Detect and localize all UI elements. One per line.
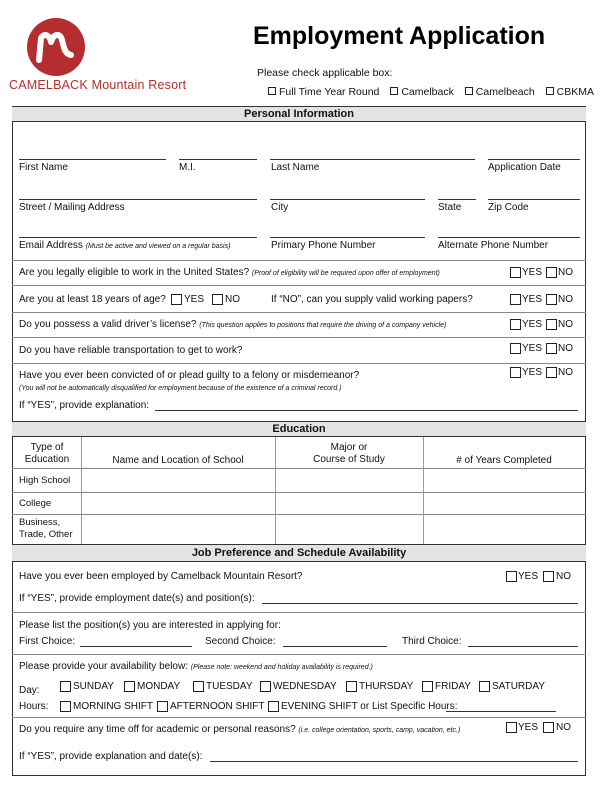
transport-no-checkbox[interactable] xyxy=(546,343,557,354)
transport-yes-checkbox[interactable] xyxy=(510,343,521,354)
edu-col-major-line1: Major or xyxy=(330,442,368,453)
edu-row-college: College xyxy=(19,498,52,509)
employed-no-label: NO xyxy=(556,571,571,582)
monday-checkbox[interactable] xyxy=(124,681,135,692)
mi-label: M.I. xyxy=(179,162,196,173)
third-choice-field[interactable] xyxy=(468,646,578,647)
row-divider xyxy=(12,312,586,313)
application-date-field[interactable] xyxy=(488,159,580,160)
row-divider xyxy=(12,717,586,718)
papers-yes-checkbox[interactable] xyxy=(510,294,521,305)
age-question: Are you at least 18 years of age? xyxy=(19,294,166,305)
cbkma-label: CBKMA xyxy=(556,86,594,98)
city-label: City xyxy=(271,202,289,213)
position-type-options xyxy=(268,86,600,98)
employed-yes-checkbox[interactable] xyxy=(506,571,517,582)
afternoon-shift-label: AFTERNOON SHIFT xyxy=(170,701,265,712)
row-divider xyxy=(12,654,586,655)
working-papers-question: If “NO”, can you supply valid working papers? xyxy=(271,294,473,305)
cbkma-checkbox[interactable] xyxy=(546,87,554,95)
evening-shift-label: EVENING SHIFT or List Specific Hours: xyxy=(281,701,458,712)
zip-label: Zip Code xyxy=(488,202,529,213)
hours-label: Hours: xyxy=(19,701,49,712)
row-divider xyxy=(12,612,586,613)
checkbox-instruction: Please check applicable box: xyxy=(257,67,393,79)
second-choice-field[interactable] xyxy=(283,646,387,647)
felony-yes-checkbox[interactable] xyxy=(510,367,521,378)
tuesday-label: TUESDAY xyxy=(206,681,253,692)
first-name-field[interactable] xyxy=(19,159,166,160)
license-no-checkbox[interactable] xyxy=(546,319,557,330)
morning-shift-label: MORNING SHIFT xyxy=(73,701,153,712)
street-label: Street / Mailing Address xyxy=(19,202,125,213)
timeoff-no-checkbox[interactable] xyxy=(543,722,554,733)
third-choice-label: Third Choice: xyxy=(402,636,462,647)
email-label-text: Email Address xyxy=(19,240,83,251)
row-divider xyxy=(12,337,586,338)
edu-col-years: # of Years Completed xyxy=(456,455,552,466)
full-time-checkbox[interactable] xyxy=(268,87,276,95)
felony-no-label: NO xyxy=(558,367,573,378)
primary-phone-field[interactable] xyxy=(270,237,425,238)
felony-yes-label: YES xyxy=(522,367,543,378)
education-header: Education xyxy=(12,421,586,437)
specific-hours-field[interactable] xyxy=(446,711,556,712)
age-no-checkbox[interactable] xyxy=(212,294,223,305)
monday-label: MONDAY xyxy=(137,681,181,692)
last-name-label: Last Name xyxy=(271,162,320,173)
zip-field[interactable] xyxy=(488,199,580,200)
felony-note: (You will not be automatically disqualified for employment because of the existence of a criminal record.) xyxy=(19,385,342,392)
transport-no-label: NO xyxy=(558,343,573,354)
state-field[interactable] xyxy=(438,199,476,200)
eligible-yes-label: YES xyxy=(522,267,543,278)
saturday-checkbox[interactable] xyxy=(479,681,490,692)
camelbeach-checkbox[interactable] xyxy=(465,87,473,95)
papers-yes-label: YES xyxy=(522,294,543,305)
thursday-label: THURSDAY xyxy=(359,681,414,692)
state-label: State xyxy=(438,202,462,213)
time-off-explanation-field[interactable] xyxy=(210,761,578,762)
eligibility-question-text: Are you legally eligible to work in the United States? xyxy=(19,267,250,278)
camelback-label: Camelback xyxy=(401,86,454,98)
application-date-label: Application Date xyxy=(488,162,561,173)
age-yes-checkbox[interactable] xyxy=(171,294,182,305)
thursday-checkbox[interactable] xyxy=(346,681,357,692)
positions-prompt: Please list the position(s) you are interested in applying for: xyxy=(19,620,281,631)
alternate-phone-label: Alternate Phone Number xyxy=(438,240,549,251)
logo-m-icon xyxy=(27,18,85,76)
afternoon-shift-checkbox[interactable] xyxy=(157,701,168,712)
evening-shift-checkbox[interactable] xyxy=(268,701,279,712)
edu-col-type-line1: Type of xyxy=(30,442,64,453)
first-name-label: First Name xyxy=(19,162,68,173)
edu-row-trade-other: Trade, Other xyxy=(19,529,73,540)
wednesday-label: WEDNESDAY xyxy=(273,681,337,692)
logo-text: CAMELBACK Mountain Resort xyxy=(9,78,187,92)
sunday-checkbox[interactable] xyxy=(60,681,71,692)
employed-no-checkbox[interactable] xyxy=(543,571,554,582)
day-label: Day: xyxy=(19,685,40,696)
first-choice-field[interactable] xyxy=(80,646,192,647)
license-question xyxy=(19,319,446,332)
saturday-label: SATURDAY xyxy=(492,681,545,692)
timeoff-no-label: NO xyxy=(556,722,571,733)
edu-col-type xyxy=(14,442,80,466)
papers-no-label: NO xyxy=(558,294,573,305)
edu-col-major-line2: Course of Study xyxy=(313,454,385,465)
eligible-no-checkbox[interactable] xyxy=(546,267,557,278)
edu-col-divider xyxy=(275,437,276,544)
camelback-logo-mark xyxy=(27,18,85,76)
time-off-explain-label: If “YES”, provide explanation and date(s): xyxy=(19,751,203,762)
email-note: (Must be active and viewed on a regular basis) xyxy=(85,243,231,250)
license-note: (This question applies to positions that require the driving of a company vehicle) xyxy=(199,322,447,329)
license-no-label: NO xyxy=(558,319,573,330)
age-no-label: NO xyxy=(225,294,240,305)
mi-field[interactable] xyxy=(179,159,257,160)
city-field[interactable] xyxy=(270,199,425,200)
license-question-text: Do you possess a valid driver’s license? xyxy=(19,319,197,330)
row-divider xyxy=(12,260,586,261)
transport-yes-label: YES xyxy=(522,343,543,354)
timeoff-yes-label: YES xyxy=(518,722,539,733)
edu-row-high-school: High School xyxy=(19,475,71,486)
tuesday-checkbox[interactable] xyxy=(193,681,204,692)
eligible-yes-checkbox[interactable] xyxy=(510,267,521,278)
transportation-question: Do you have reliable transportation to get to work? xyxy=(19,345,243,356)
camelback-checkbox[interactable] xyxy=(390,87,398,95)
friday-label: FRIDAY xyxy=(435,681,471,692)
edu-col-major xyxy=(276,442,422,466)
second-choice-label: Second Choice: xyxy=(205,636,276,647)
edu-row-divider xyxy=(12,514,586,515)
felony-explanation-field[interactable] xyxy=(155,410,578,411)
age-yes-label: YES xyxy=(184,294,205,305)
edu-col-divider xyxy=(81,437,82,544)
availability-text: Please provide your availability below: xyxy=(19,661,188,672)
page-title: Employment Application xyxy=(253,22,546,50)
morning-shift-checkbox[interactable] xyxy=(60,701,71,712)
street-field[interactable] xyxy=(19,199,257,200)
eligible-no-label: NO xyxy=(558,267,573,278)
employed-before-question: Have you ever been employed by Camelback Mountain Resort? xyxy=(19,571,303,582)
primary-phone-label: Primary Phone Number xyxy=(271,240,376,251)
employed-explain-label: If “YES”, provide employment date(s) and position(s): xyxy=(19,593,255,604)
edu-row-divider xyxy=(12,492,586,493)
alternate-phone-field[interactable] xyxy=(438,237,580,238)
time-off-note: (i.e. college orientation, sports, camp, vacation, etc.) xyxy=(298,727,461,734)
row-divider xyxy=(12,285,586,286)
felony-no-checkbox[interactable] xyxy=(546,367,557,378)
papers-no-checkbox[interactable] xyxy=(546,294,557,305)
email-field[interactable] xyxy=(19,237,257,238)
row-divider xyxy=(12,363,586,364)
eligibility-note: (Proof of eligibility will be required upon offer of employment) xyxy=(251,270,440,277)
felony-question: Have you ever been convicted of or plead guilty to a felony or misdemeanor? xyxy=(19,370,360,381)
felony-explain-label: If “YES”, provide explanation: xyxy=(19,400,150,411)
last-name-field[interactable] xyxy=(270,159,475,160)
employed-yes-label: YES xyxy=(518,571,539,582)
edu-col-school: Name and Location of School xyxy=(112,455,244,466)
time-off-question xyxy=(19,724,460,737)
timeoff-yes-checkbox[interactable] xyxy=(506,722,517,733)
full-time-label: Full Time Year Round xyxy=(279,86,380,98)
job-preference-header: Job Preference and Schedule Availability xyxy=(12,544,586,562)
friday-checkbox[interactable] xyxy=(422,681,433,692)
availability-note: (Please note: weekend and holiday availability is required.) xyxy=(190,664,373,671)
availability-prompt xyxy=(19,661,373,674)
edu-row-divider xyxy=(12,468,586,469)
license-yes-checkbox[interactable] xyxy=(510,319,521,330)
sunday-label: SUNDAY xyxy=(73,681,114,692)
personal-information-header: Personal Information xyxy=(12,106,586,122)
camelbeach-label: Camelbeach xyxy=(475,86,535,98)
email-label xyxy=(19,240,230,253)
first-choice-label: First Choice: xyxy=(19,636,76,647)
time-off-question-text: Do you require any time off for academic or personal reasons? xyxy=(19,724,296,735)
edu-col-type-line2: Education xyxy=(24,454,70,465)
employment-dates-field[interactable] xyxy=(262,603,578,604)
license-yes-label: YES xyxy=(522,319,543,330)
eligibility-question xyxy=(19,267,440,280)
wednesday-checkbox[interactable] xyxy=(260,681,271,692)
edu-col-divider xyxy=(423,437,424,544)
edu-row-business: Business, xyxy=(19,517,61,528)
